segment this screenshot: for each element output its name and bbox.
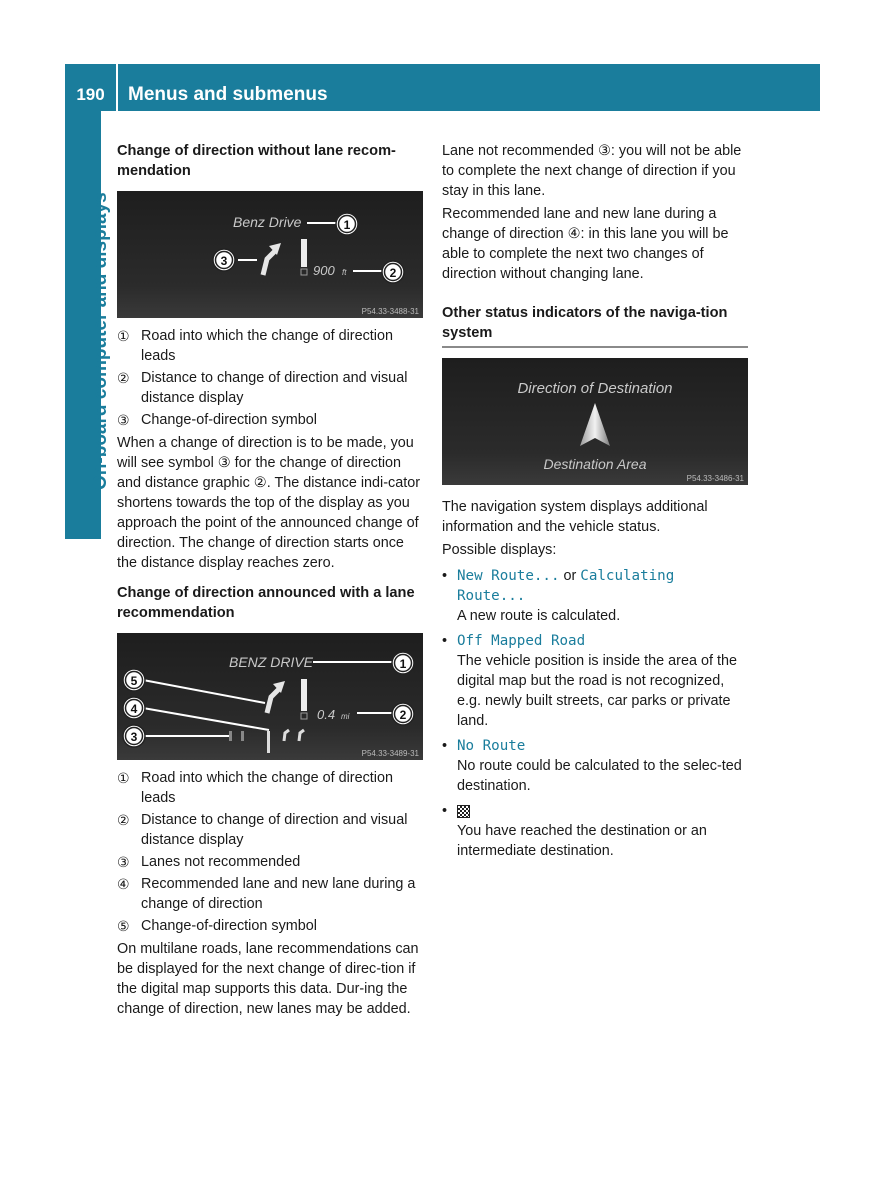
page-number: 190 [76, 85, 105, 104]
legend-item: ① Road into which the change of direction leads [117, 770, 393, 806]
legend-item: ① Road into which the change of direction leads [117, 328, 393, 364]
display-illustration-1 [117, 191, 423, 318]
legend-item: ③ Change-of-direction symbol [117, 412, 317, 428]
section-heading-lane-recommendation: Change of direction announced with a lane recommendation [117, 585, 415, 621]
body-paragraph: Recommended lane and new lane during a change of direction ④: in this lane you will be able to complete the next two changes of direction without changing lane. [442, 206, 729, 282]
body-paragraph: Possible displays: [442, 542, 557, 558]
body-paragraph: Lane not recommended ③: you will not be able to complete the next change of direction if you stay in this lane. [442, 143, 742, 199]
left-column [117, 141, 423, 1022]
legend-list-2 [117, 768, 423, 936]
page-header [65, 64, 820, 111]
legend-item: ⑤ Change-of-direction symbol [117, 918, 317, 934]
status-code-calculating-route: Calculating Route... [457, 568, 675, 604]
figure-code: P54.33-3488-31 [361, 307, 419, 316]
legend-item: ② Distance to change of direction and visual distance display [117, 370, 408, 406]
figure-destination [442, 358, 748, 485]
callout-3: 3 [130, 730, 138, 744]
callout-3: 3 [220, 254, 228, 268]
display-illustration-3 [442, 358, 748, 485]
legend-item: ④ Recommended lane and new lane during a change of direction [117, 876, 416, 912]
figure-code: P54.33-3486-31 [686, 474, 744, 483]
callout-4: 4 [130, 702, 138, 716]
distance-value: 0.4 [317, 707, 336, 722]
callout-1: 1 [399, 657, 407, 671]
distance-unit: ft [342, 268, 347, 277]
callout-2: 2 [399, 708, 407, 722]
status-code-new-route: New Route... [457, 568, 560, 584]
status-code-no-route: No Route [457, 738, 526, 754]
section-heading-no-lane: Change of direction without lane recom-mendation [117, 143, 396, 179]
list-item: • No Route No route could be calculated to the selec-ted destination. [442, 738, 742, 794]
body-paragraph: The navigation system displays additional information and the vehicle status. [442, 499, 708, 535]
callout-2: 2 [389, 266, 397, 280]
callout-5: 5 [130, 674, 138, 688]
figure-direction-lane [117, 633, 423, 760]
side-tab-label: On-board computer and displays [90, 192, 111, 490]
page-title: Menus and submenus [128, 84, 328, 105]
checkered-flag-icon [457, 805, 470, 818]
display-title-text: Benz Drive [233, 214, 302, 230]
body-paragraph: When a change of direction is to be made, you will see symbol ③ for the change of direction and distance graphic ②. The distance indi-cator shortens towards the top of the display as you approach the point of the announced change of direction. The change of direction starts once the distance display reaches zero. [117, 435, 421, 571]
section-heading-status-indicators: Other status indicators of the naviga-tion system [442, 303, 748, 348]
status-code-off-mapped-road: Off Mapped Road [457, 633, 586, 649]
list-item: • You have reached the destination or an intermediate destination. [442, 803, 707, 859]
display-title-text: Direction of Destination [517, 380, 673, 397]
list-item: • Off Mapped Road The vehicle position is inside the area of the digital map but the road is not recognized, e.g. newly built streets, car parks or private land. [442, 633, 737, 729]
callout-1: 1 [343, 218, 351, 232]
status-display-list [442, 566, 748, 861]
list-item: • New Route... or Calculating Route... A new route is calculated. [442, 568, 675, 624]
legend-item: ② Distance to change of direction and visual distance display [117, 812, 408, 848]
body-paragraph: On multilane roads, lane recommendations can be displayed for the next change of direc-tion if the digital map supports this data. Dur-ing the change of direction, new lanes may be added. [117, 941, 419, 1017]
legend-list-1 [117, 326, 423, 430]
display-subtitle-text: Destination Area [543, 456, 647, 472]
distance-value: 900 [313, 263, 335, 278]
figure-code: P54.33-3489-31 [361, 749, 419, 758]
legend-item: ③ Lanes not recommended [117, 854, 301, 870]
header-divider [116, 64, 118, 111]
figure-direction-no-lane [117, 191, 423, 318]
right-column [442, 141, 748, 866]
display-illustration-2 [117, 633, 423, 760]
distance-unit: mi [341, 712, 350, 721]
display-title-text: BENZ DRIVE [229, 654, 314, 670]
